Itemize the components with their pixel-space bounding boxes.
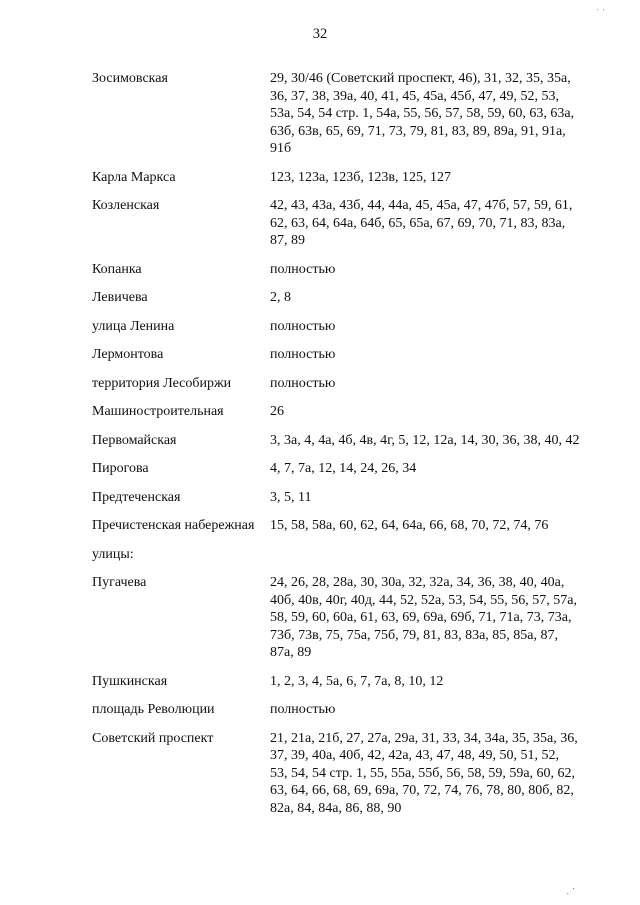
house-numbers: полностью xyxy=(270,702,336,717)
house-numbers: 1, 2, 3, 4, 5а, 6, 7, 7а, 8, 10, 12 xyxy=(270,673,444,689)
address-table xyxy=(92,70,612,828)
street-name: Пречистенская набережная xyxy=(92,518,255,533)
table-row xyxy=(92,318,612,336)
house-numbers: 21, 21а, 21б, 27, 27а, 29а, 31, 33, 34, 34а, 35, 35а, 36, 37, 39, 40а, 40б, 42, 42а, 43, 47, 48, 49, 50, 51, 52, 53, 54, 54 стр. 1, 55, 55а, 55б, 56, 58, 59, 59а, 60, 62, 63, 64, 66, 68, 69, 69а, 70, 72, 74, 76, 78, 80, 80б, 82, 82а, 84, 84а, 86, 88, 90 xyxy=(270,730,578,816)
street-name: площадь Революции xyxy=(92,702,215,717)
house-numbers: 42, 43, 43а, 43б, 44, 44а, 45, 45а, 47, 47б, 57, 59, 61, 62, 63, 64, 64а, 64б, 65, 65а, 67, 69, 70, 71, 83, 83а, 87, 89 xyxy=(270,198,573,248)
table-row xyxy=(92,730,612,818)
house-numbers: полностью xyxy=(270,261,336,277)
table-row xyxy=(92,460,612,478)
house-numbers: 2, 8 xyxy=(270,290,291,305)
house-numbers: 26 xyxy=(270,404,284,419)
table-row xyxy=(92,289,612,307)
street-name: Лермонтова xyxy=(92,347,164,362)
table-row xyxy=(92,517,612,535)
scan-mark-bottom: ˏ · xyxy=(566,884,576,895)
street-name: Советский проспект xyxy=(92,730,214,746)
house-numbers: 29, 30/46 (Советский проспект, 46), 31, 32, 35, 35а, 36, 37, 38, 39а, 40, 41, 45, 45а, 45б, 47, 49, 52, 53, 53а, 54, 54 стр. 1, 54а, 55, 56, 57, 58, 59, 60, 63, 63а, 63б, 63в, 65, 69, 71, 73, 79, 81, 83, 89, 89а, 91, 91а, 91б xyxy=(270,71,575,156)
table-row xyxy=(92,375,612,393)
street-name: Пушкинская xyxy=(92,673,168,689)
street-name: Пирогова xyxy=(92,461,149,476)
table-row xyxy=(92,70,612,158)
table-row xyxy=(92,261,612,279)
table-row xyxy=(92,701,612,719)
house-numbers: полностью xyxy=(270,318,336,334)
table-row xyxy=(92,346,612,364)
street-name: территория Лесобиржи xyxy=(92,375,232,391)
table-row xyxy=(92,403,612,421)
house-numbers: полностью xyxy=(270,375,336,391)
house-numbers: полностью xyxy=(270,347,336,362)
street-name: улицы: xyxy=(92,546,134,562)
table-row xyxy=(92,574,612,662)
table-row xyxy=(92,489,612,507)
table-row xyxy=(92,673,612,691)
street-name: Карла Маркса xyxy=(92,169,176,185)
street-name: Копанка xyxy=(92,261,142,277)
house-numbers: 15, 58, 58а, 60, 62, 64, 64а, 66, 68, 70, 72, 74, 76 xyxy=(270,518,549,533)
street-name: Машиностроительная xyxy=(92,404,224,419)
page-number: 32 xyxy=(312,26,328,42)
table-row xyxy=(92,432,612,450)
street-name: Предтеченская xyxy=(92,489,181,505)
table-row xyxy=(92,546,612,564)
street-name: Пугачева xyxy=(92,575,147,590)
street-name: Левичева xyxy=(92,290,148,305)
street-name: Козленская xyxy=(92,198,160,213)
street-name: Первомайская xyxy=(92,432,177,448)
house-numbers: 3, 3а, 4, 4а, 4б, 4в, 4г, 5, 12, 12а, 14, 30, 36, 38, 40, 42 xyxy=(270,432,580,448)
scan-mark-top: ˌ ˌ xyxy=(596,0,606,11)
house-numbers: 3, 5, 11 xyxy=(270,489,312,505)
house-numbers: 123, 123а, 123б, 123в, 125, 127 xyxy=(270,169,451,185)
table-row xyxy=(92,197,612,250)
house-numbers: 24, 26, 28, 28а, 30, 30а, 32, 32а, 34, 36, 38, 40, 40а, 40б, 40в, 40г, 40д, 44, 52, 52а, 53, 54, 55, 56, 57, 57а, 58, 59, 60, 60а, 61, 63, 69, 69а, 69б, 71, 71а, 73, 73а, 73б, 73в, 75, 75а, 75б, 79, 81, 83, 83а, 85, 85а, 87, 87а, 89 xyxy=(270,575,577,660)
street-name: Зосимовская xyxy=(92,71,168,86)
house-numbers: 4, 7, 7а, 12, 14, 24, 26, 34 xyxy=(270,461,417,476)
street-name: улица Ленина xyxy=(92,318,175,334)
table-row xyxy=(92,169,612,187)
